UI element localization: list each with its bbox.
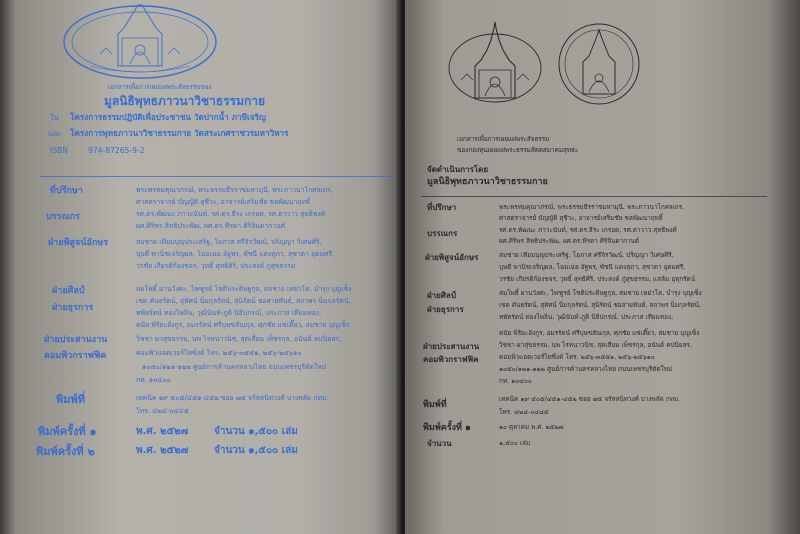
credit-line: เชด คันธรัตน์, สุทัศน์ นิ่มกุลรัตน์, สุนิรัตน์ ชอสายพันธ์, สถาพร นิ่มกุลรัตน์, xyxy=(136,297,351,305)
credit-label: ที่ปรึกษา xyxy=(50,186,83,196)
credit-line: คอมพิวแอดเวอร์ไทซิ่งค์ โทร. ๒๕๖-๓๕๕๑, ๒๕๖-๒๕๖๑๐ xyxy=(499,353,655,361)
project1-prefix: ใน xyxy=(50,113,59,122)
credit-line: คนัย พิริยะอังกูร, อมรรัตน์ ศรีบุษชสัณกุล, ศุภชัย แซ่เตี๊ยว, สมชาย บุญเซ็ง xyxy=(499,329,700,337)
credit-line: วิชชา ผาสุขธรรม, นพ ไรหนาวนิช, สุดเสี่ยม เพ็ชรกุล, อนันต์ คปนิยสร, xyxy=(136,335,342,343)
credit-label: ที่ปรึกษา xyxy=(427,203,457,212)
amount-label: จำนวน xyxy=(427,439,452,448)
credit-label: บรรณกร xyxy=(46,212,81,222)
credit-label: คอมพิวกราฟฟิค xyxy=(423,355,479,364)
credit-label: ฝ่ายพิสูจน์อักษร xyxy=(48,238,109,248)
credit-line: คนัย พิริยะอังกูร, อมรรัตน์ ศรีบุษชสัณกุล, ศุภชัย แซ่เตี๊ยว, สมชาย บุญเซ็ง xyxy=(136,321,350,329)
credit-line: สมโพธิ์ ผานวังศะ, ไพฑูรย์ โชติประดิษฐกุล, สมชาย เหย่าโต, บำรุง บุญเซ็ง xyxy=(499,289,702,297)
address-line: กท. ๑๐๔๐๐ xyxy=(136,376,171,384)
credit-label: ฝ่ายธุรการ xyxy=(427,305,464,314)
round-seal-icon xyxy=(553,22,645,106)
edition-year: พ.ศ. ๒๕๒๗ xyxy=(136,445,189,456)
edition-date: ๑๐ ตุลาคม พ.ศ. ๒๕๒๗ xyxy=(499,423,564,431)
temple-shrine-icon xyxy=(445,20,545,106)
credit-line: เชด คันธรัตน์, สุทัศน์ นิ่มกุลรัตน์, สุนิรัตน์ ชอสายพันธ์, สถาพร นิ่มกุลรัตน์, xyxy=(499,301,701,309)
organizer-label: จัดดำเนินการโดย xyxy=(427,165,489,174)
credit-line: บุษดี พานิชเจริญผล, โฉมเฉย อัฐพร, พัชนี แดงสุภา, สุชาดา อุดมศรี, xyxy=(136,250,335,258)
credit-line: รศ.ดร.พัฒนะ ภาวะนันท์, รศ.ดร.ธีระ เกรอต, รศ.ดาวาว สุทธิพงศ์ xyxy=(499,226,677,234)
temple-seal-icon xyxy=(60,4,220,84)
address-line: กท. ๑๐๔๐๐ xyxy=(499,377,532,385)
credit-line: พระพรหมคุณาภรณ์, พระธรรมธีรราชมหามุนี, พระภาวนาโกศลเถร, xyxy=(499,203,685,211)
credit-line: ศาสตราจารย์ บัญญัติ สุชีวะ, อาจารย์เสริมชัย ชลพัฒนาฤทธิ์ xyxy=(136,198,311,206)
credit-line: พระพรหมคุณาภรณ์, พระธรรมธีรราชมหามุนี, พระภาวนาโกศลเถร, xyxy=(136,186,333,194)
credit-line: รศ.ดร.พัฒนะ ภาวะนันท์, รศ.ดร.ธีระ เกรอต, รศ.ดาวาว สุทธิพงศ์ xyxy=(136,210,326,218)
printer-line: โทร. ๔๒๔-๐๔๔๕ xyxy=(499,408,549,416)
edition-label: พิมพ์ครั้งที่ ๒ xyxy=(36,445,95,458)
printed-at-label: พิมพ์ที่ xyxy=(56,393,86,406)
printer-line: เทคนิค ๑๙ ๕๐๕/๔๕๑-๔๕๒ ซอย ๗๕ จรัสสนิทวงศ์ บางพลัด กทม. xyxy=(499,395,681,403)
credit-label: ฝ่ายธุรการ xyxy=(52,303,94,313)
edition-year: พ.ศ. ๒๕๒๗ xyxy=(136,426,189,437)
project2-prefix: และ xyxy=(48,129,62,138)
foundation-title: มูลนิธิพุทธภาวนาวิชาธรรมกาย xyxy=(427,177,548,187)
credit-line: สมชาย เทียมบุญประเสริฐ, โอภาส ศรีจิรวัฒน์, ปริญญา วิเศษศิริ, xyxy=(136,238,322,246)
divider xyxy=(421,196,767,197)
credit-line: คอมพิวแอดเวอร์ไทซิ่งค์ โทร. ๒๕๖-๓๕๕๑, ๒๕๖-๒๕๖๑๐ xyxy=(136,349,302,357)
credit-label: ฝ่ายศิลป์ xyxy=(52,286,85,296)
credit-line: ทพัธรัตน์ ทองไพลิน, วุฒินันท์-ภูติ นิธิปกรณ์, ประภาส เทียมทอง, xyxy=(136,309,322,317)
edition-label: พิมพ์ครั้งที่ ๑ xyxy=(423,423,471,433)
printer-line: โทร. ๔๒๔-๐๔๔๕ xyxy=(136,407,189,415)
publication-caption: เอกสารเพื่อการเผยแผ่พระสัจธรรมของ xyxy=(108,83,212,91)
publication-caption: เอกสารเพื่อการเผยแผ่พระสัจธรรม xyxy=(457,135,550,143)
credit-line: ศาสตราจารย์ บัญญัติ สุชีวะ, อาจารย์เสริมชัย ชลพัฒนาฤทธิ์ xyxy=(499,214,663,222)
printer-line: เทคนิค ๑๙ ๕๐๕/๔๕๑-๔๕๒ ซอย ๗๕ จรัสสนิทวงศ์ บางพลัด กทม. xyxy=(136,394,329,402)
address-line: ๑๐๕๐/๑๒๑-๑๒๒ ศูนย์การค้านครหลวงไทย ถนนเพชรบุรีตัดใหม่ xyxy=(499,365,673,373)
publication-caption-line2: ของกองทุนเผยแผ่พระธรรมสัตตสมาคมสุทธะ xyxy=(457,146,579,154)
credit-label: ฝ่ายประสานงาน xyxy=(44,335,108,345)
credit-line: สมโพธิ์ ผานวังศะ, ไพฑูรย์ โชติประดิษฐกุล, สมชาย เหย่าโต, บำรุง บุญเซ็ง xyxy=(136,285,352,293)
isbn-label: ISBN xyxy=(50,146,68,155)
divider xyxy=(40,176,392,177)
credit-label: คอมพิวกราฟฟิค xyxy=(44,351,107,361)
address-line: ๑๐๕๐/๑๒๑-๑๒๒ ศูนย์การค้านครหลวงไทย ถนนเพชรบุรีตัดใหม่ xyxy=(142,363,327,371)
credit-label: ฝ่ายพิสูจน์อักษร xyxy=(425,253,479,262)
credit-label: ฝ่ายศิลป์ xyxy=(427,291,456,300)
credit-line: ผศ.ศิริพร สิทธิประพัฒ, ผศ.ดร.พีรดา ศิริจินดากานต์ xyxy=(136,222,286,230)
foundation-title: มูลนิธิพุทธภาวนาวิชาธรรมกาย xyxy=(104,94,266,108)
edition-amount: จำนวน ๑,๕๐๐ เล่ม xyxy=(214,426,298,437)
credit-line: วิชชา ผาสุขธรรม, นพ ไรหนาวนิช, สุดเสี่ยม เพ็ชรกุล, อนันต์ คปนิยสร, xyxy=(499,341,693,349)
isbn-number: 974-87265-9-2 xyxy=(88,146,145,155)
right-page xyxy=(405,0,800,534)
credit-line: บุษดี พานิชเจริญผล, โฉมเฉย อัฐพร, พัชนี แดงสุภา, สุชาดา อุดมศรี, xyxy=(499,263,686,271)
printed-at-label: พิมพ์ที่ xyxy=(423,400,447,410)
credit-line: วรชัย เกียรติก้องขจร, วุทธิ์ สุทธิศิริ, ประสงค์ ภู่สุขธรรม xyxy=(136,262,296,270)
credit-line: ทพัธรัตน์ ทองไพลิน, วุฒินันท์-ภูติ นิธิปกรณ์, ประภาส เทียมทอง, xyxy=(499,313,674,321)
project1: โครงการธรรมปฏิบัติเพื่อประชาชน วัดปากน้ำ ภาษีเจริญ xyxy=(70,112,266,122)
credit-line: ผศ.ศิริพร สิทธิประพัฒ, ผศ.ดร.พีรดา ศิริจินดากานต์ xyxy=(499,237,640,245)
credit-line: สมชาย เทียมบุญประเสริฐ, โอภาส ศรีจิรวัฒน์, ปริญญา วิเศษศิริ, xyxy=(499,251,674,259)
credit-label: บรรณกร xyxy=(427,229,458,238)
edition-amount: จำนวน ๑,๕๐๐ เล่ม xyxy=(214,445,298,456)
amount-value: ๑,๕๐๐ เล่ม xyxy=(499,439,531,447)
credit-line: วรชัย เกียรติก้องขจร, วุทธิ์ สุทธิศิริ, ประสงค์ ภู่สุขธรรม, แสล้ม อุทุกรัตน์ xyxy=(499,275,696,283)
project2: โครงการพุทธภาวนาวิชาธรรมกาย วัดสระเกศราชวรมหาวิหาร xyxy=(70,128,289,138)
edition-label: พิมพ์ครั้งที่ ๑ xyxy=(38,425,97,438)
credit-label: ฝ่ายประสานงาน xyxy=(423,342,480,351)
